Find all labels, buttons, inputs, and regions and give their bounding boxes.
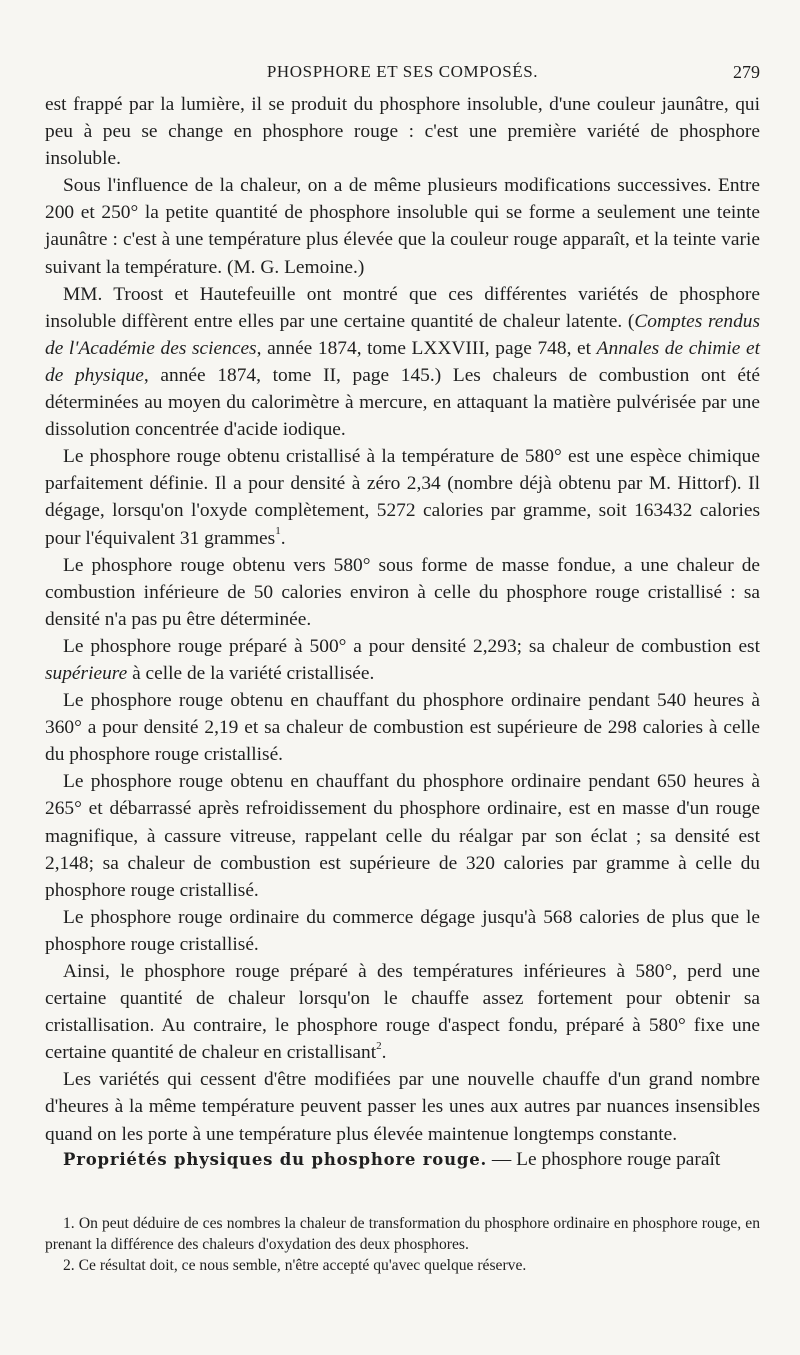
paragraph-text: Les variétés qui cessent d'être modifiées par une nouvelle chauffe d'un grand nombre d'heures à la même température peuvent passer les unes aux autres par nuances insensibles quand on les porte à une température plus élevée maintenue longtemps constante. <box>45 1069 760 1145</box>
paragraph-text: Le phosphore rouge obtenu en chauffant du phosphore ordinaire pendant 540 heures à 360° a pour densité 2,19 et sa chaleur de combustion est supérieure de 298 calories à celle du phosphore rouge cristallisé. <box>45 690 760 766</box>
italic-text: supérieure <box>45 662 128 684</box>
footnote: 2. Ce résultat doit, ce nous semble, n'être accepté qu'avec quelque réserve. <box>63 1257 527 1274</box>
paragraph <box>45 91 760 172</box>
page-number: 279 <box>733 62 760 82</box>
paragraph-text: Le phosphore rouge ordinaire du commerce dégage jusqu'à 568 calories de plus que le phosphore rouge cristallisé. <box>45 906 760 955</box>
section-text: — Le phosphore rouge paraît <box>487 1149 721 1170</box>
body-text <box>45 91 760 1148</box>
paragraph-text: est frappé par la lumière, il se produit du phosphore insoluble, d'une couleur jaunâtre, qui peu à peu se change en phosphore rouge : c'est une première variété de phosphore insoluble. <box>45 94 760 170</box>
paragraph <box>45 904 760 958</box>
footnote-ref: 2 <box>376 1039 382 1052</box>
paragraph <box>45 172 760 280</box>
italic-text: Annales de chimie et de physique <box>45 337 760 386</box>
paragraph-text: Le phosphore rouge obtenu vers 580° sous forme de masse fondue, a une chaleur de combustion inférieure de 50 calories environ à celle du phosphore rouge cristallisé : sa densité n'a pas pu être déterminée. <box>45 554 760 630</box>
paragraph-text: , année 1874, tome LXXVIII, page 748, et <box>256 337 597 359</box>
paragraph <box>45 552 760 633</box>
section-heading-line <box>45 1146 760 1173</box>
footnotes <box>45 1213 760 1276</box>
paragraph-text: . <box>381 1042 387 1064</box>
paragraph <box>45 687 760 768</box>
paragraph-text: Le phosphore rouge préparé à 500° a pour densité 2,293; sa chaleur de combustion est <box>63 635 760 657</box>
italic-text: Comptes rendus de l'Académie des sciences <box>45 310 761 359</box>
paragraph <box>45 768 760 903</box>
paragraph <box>45 1066 760 1147</box>
paragraph-text: MM. Troost et Hautefeuille ont montré que ces différentes variétés de phosphore insoluble diffèrent entre elles par une certaine quantité de chaleur latente. ( <box>45 283 760 332</box>
footnote: 1. On peut déduire de ces nombres la chaleur de transformation du phosphore ordinaire en phosphore rouge, en prenant la différence des chaleurs d'oxydation des deux phosphores. <box>45 1215 760 1253</box>
section-heading: Propriétés physiques du phosphore rouge. <box>63 1150 488 1169</box>
paragraph <box>45 281 760 444</box>
paragraph-text: à celle de la variété cristallisée. <box>127 662 375 684</box>
paragraph <box>45 633 760 687</box>
paragraph <box>45 958 760 1066</box>
page-header <box>45 58 760 86</box>
paragraph-text: Ainsi, le phosphore rouge préparé à des températures inférieures à 580°, perd une certaine quantité de chaleur lorsqu'on le chauffe assez fortement pour obtenir sa cristallisation. Au contraire, le phosphore rouge d'aspect fondu, préparé à 580° fixe une certaine quantité de chaleur en cristallisant <box>45 961 760 1064</box>
footnote-ref: 1 <box>275 525 281 538</box>
paragraph-text: Le phosphore rouge obtenu cristallisé à la température de 580° est une espèce chimique parfaitement définie. Il a pour densité à zéro 2,34 (nombre déjà obtenu par M. Hittorf). Il dégage, lorsqu'on l'oxyde complètement, 5272 calories par gramme, soit 163432 calories pour l'équivalent 31 grammes <box>45 446 760 549</box>
paragraph-text: , année 1874, tome II, page 145.) Les chaleurs de combustion ont été déterminées au moyen du calorimètre à mercure, en attaquant la matière pulvérisée par une dissolution concentrée d'acide iodique. <box>45 364 760 441</box>
paragraph <box>45 443 760 551</box>
paragraph-text: . <box>280 527 286 549</box>
paragraph-text: Le phosphore rouge obtenu en chauffant du phosphore ordinaire pendant 650 heures à 265° et débarrassé après refroidissement du phosphore ordinaire, est en masse d'un rouge magnifique, à cassure vitreuse, rappelant celle du réalgar par son éclat ; sa densité est 2,148; sa chaleur de combustion est supérieure de 320 calories par gramme à celle du phosphore rouge cristallisé. <box>45 771 760 901</box>
paragraph-text: Sous l'influence de la chaleur, on a de même plusieurs modifications successives. Entre 200 et 250° la petite quantité de phosphore insoluble qui se forme a seulement une teinte jaunâtre : c'est à une température plus élevée que la couleur rouge apparaît, et la teinte varie suivant la température. (M. G. Lemoine.) <box>45 175 760 278</box>
running-title: PHOSPHORE ET SES COMPOSÉS. <box>266 62 539 81</box>
